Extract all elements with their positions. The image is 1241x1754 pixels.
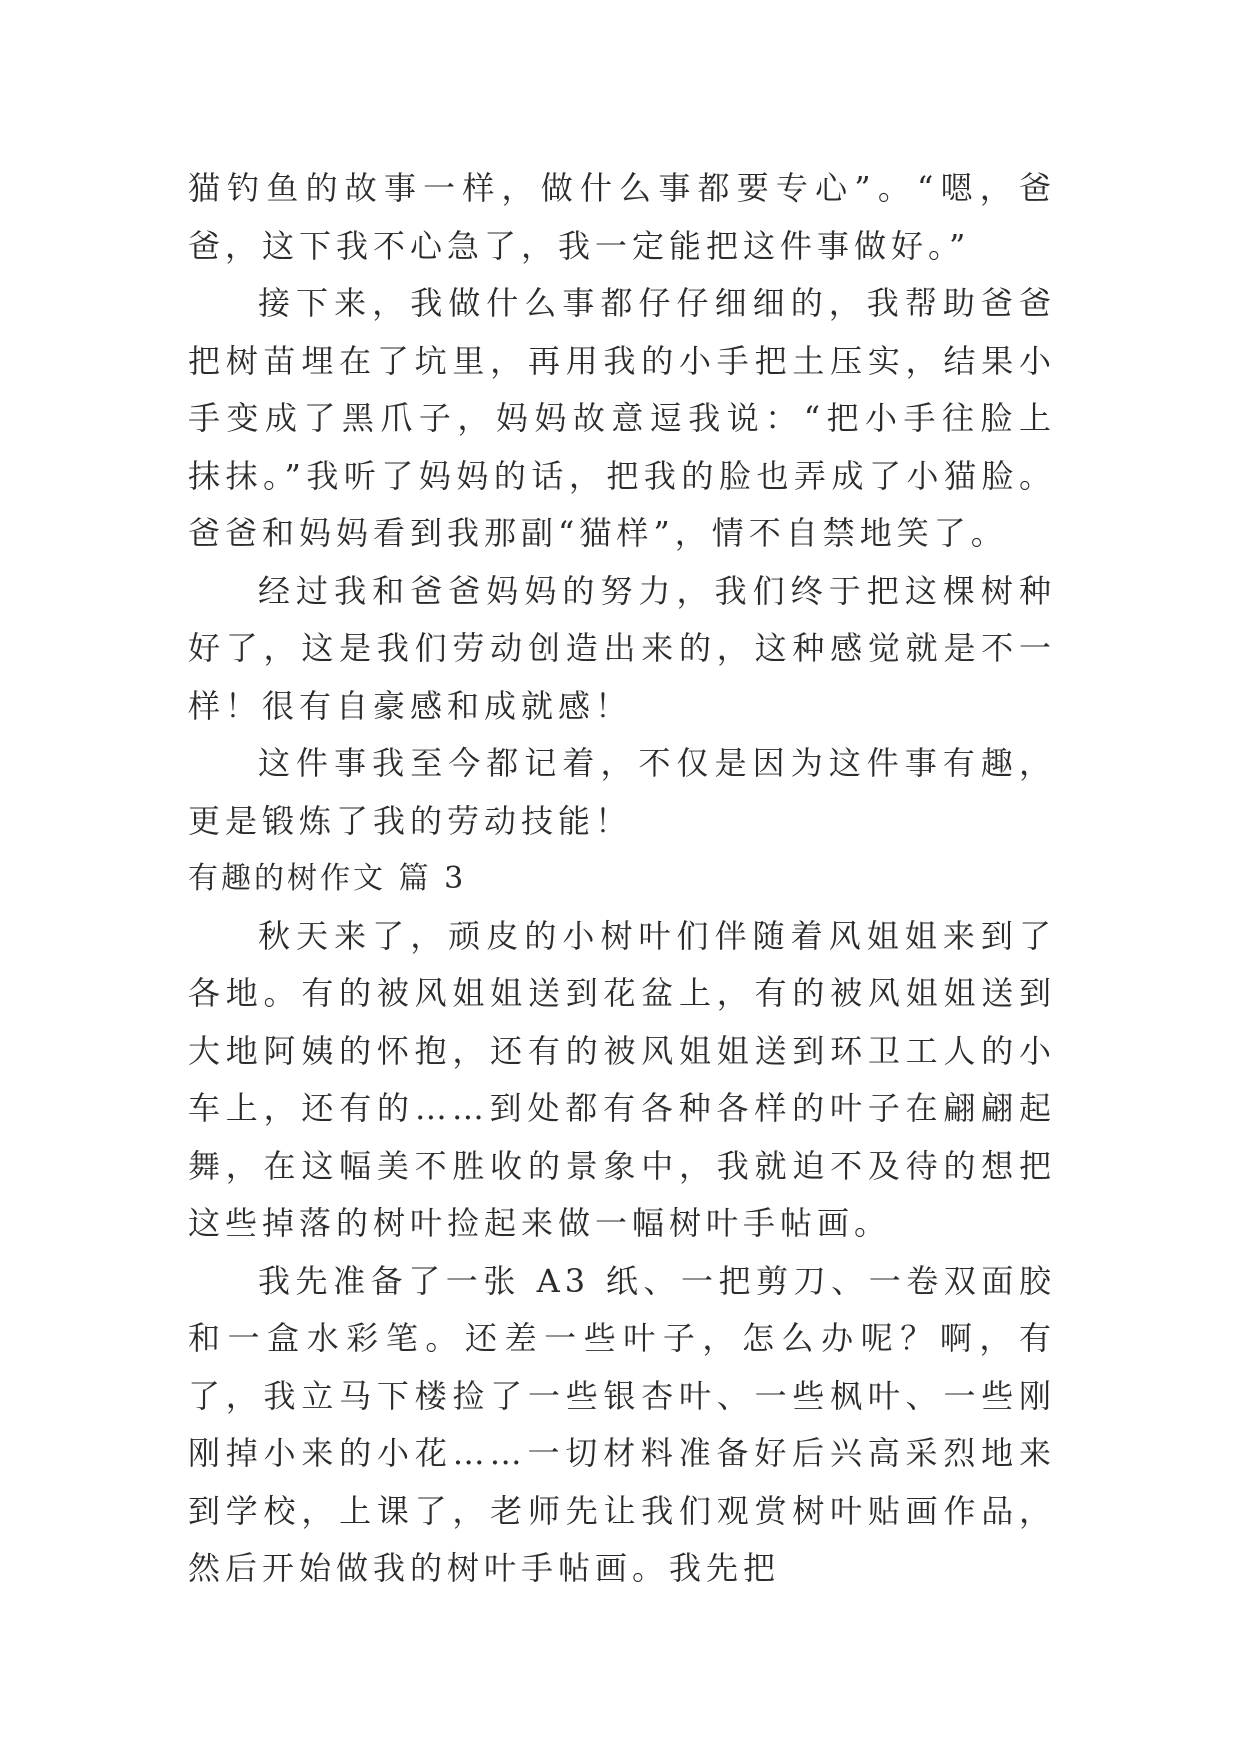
paragraph-continuation: 猫钓鱼的故事一样，做什么事都要专心”。“嗯，爸爸，这下我不心急了，我一定能把这件事做好。” bbox=[188, 169, 1056, 265]
paragraph-tree-planted: 经过我和爸爸妈妈的努力，我们终于把这棵树种好了，这是我们劳动创造出来的，这种感觉就是不一样！很有自豪感和成就感！ bbox=[188, 571, 1056, 725]
essay-heading: 有趣的树作文 篇 3 bbox=[188, 861, 467, 896]
document-body bbox=[188, 160, 1056, 1598]
paragraph-materials: 我先准备了一张 A3 纸、一把剪刀、一卷双面胶和一盒水彩笔。还差一些叶子，怎么办呢？啊，有了，我立马下楼捡了一些银杏叶、一些枫叶、一些刚刚掉小来的小花……一切材料准备好后兴高采烈地来到学校，上课了，老师先让我们观赏树叶贴画作品，然后开始做我的树叶手帖画。我先把 bbox=[188, 1261, 1056, 1587]
paragraph-memory: 这件事我至今都记着，不仅是因为这件事有趣，更是锻炼了我的劳动技能！ bbox=[188, 744, 1056, 840]
paragraph-planting-tree: 接下来，我做什么事都仔仔细细的，我帮助爸爸把树苗埋在了坑里，再用我的小手把土压实，结果小手变成了黑爪子，妈妈故意逗我说：“把小手往脸上抹抹。”我听了妈妈的话，把我的脸也弄成了小猫脸。爸爸和妈妈看到我那副“猫样”，情不自禁地笑了。 bbox=[188, 284, 1056, 552]
paragraph-autumn: 秋天来了，顽皮的小树叶们伴随着风姐姐来到了各地。有的被风姐姐送到花盆上，有的被风姐姐送到大地阿姨的怀抱，还有的被风姐姐送到环卫工人的小车上，还有的……到处都有各种各样的叶子在翩翩起舞，在这幅美不胜收的景象中，我就迫不及待的想把这些掉落的树叶捡起来做一幅树叶手帖画。 bbox=[188, 916, 1056, 1242]
